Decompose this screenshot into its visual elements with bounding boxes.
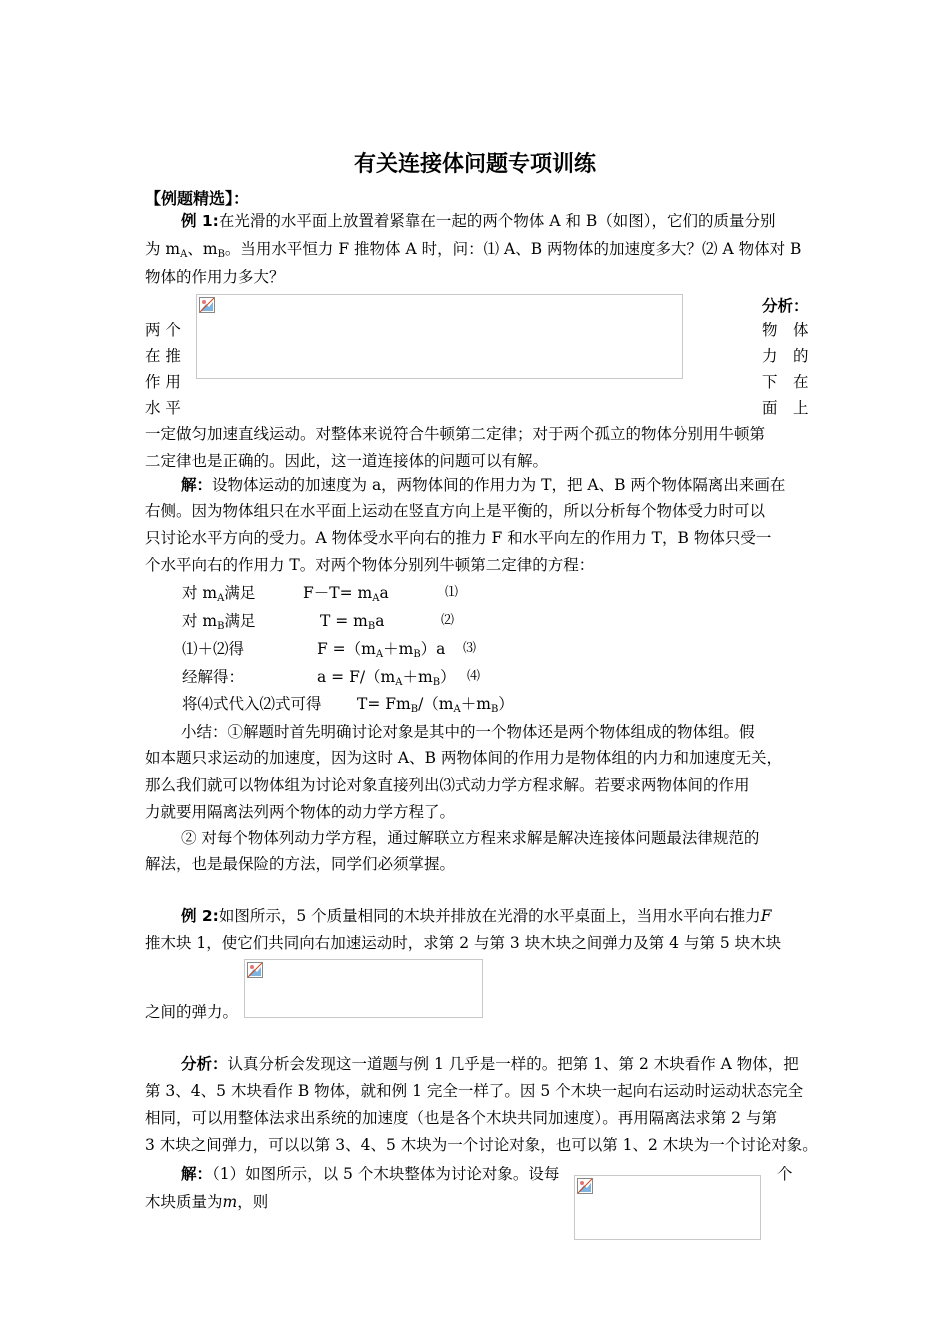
analysis1-left-1: 两 个 <box>145 321 181 339</box>
equation-4-label: 经解得： <box>182 668 245 686</box>
solution1-line-4: 个水平向右的作用力 T。对两个物体分别列牛顿第二定律的方程： <box>145 556 595 574</box>
analysis1-line-2: 二定律也是正确的。因此，这一道连接体的问题可以有解。 <box>145 452 549 470</box>
equation-5: $T= Fm_B/(m_A+m_B)$ <box>357 695 514 715</box>
ex2-line-1: 例 2:如图所示，5 个质量相同的木块并排放在光滑的水平桌面上，当用水平向右推力F <box>181 907 772 925</box>
solution2-label: 解： <box>181 1165 213 1183</box>
solution2-line-2: 木块质量为m，则 <box>145 1193 269 1211</box>
ex1-line-2: 为 $m_A$、$m_B$。当用水平恒力 F 推物体 A 时，问：⑴ A、B 两物体的加速度多大？⑵ A 物体对 B <box>145 240 802 260</box>
ex1-line-1: 例 1:在光滑的水平面上放置着紧靠在一起的两个物体 A 和 B（如图），它们的质量分别 <box>181 212 776 230</box>
ex1-line-3: 物体的作用力多大？ <box>145 268 285 286</box>
section-heading: 【例题精选】： <box>145 189 250 208</box>
summary-line-6: 解法，也是最保险的方法，同学们必须掌握。 <box>145 855 456 873</box>
summary-line-4: 力就要用隔离法列两个物体的动力学方程了。 <box>145 803 456 821</box>
analysis1-label: 分析： <box>762 297 809 315</box>
summary-line-1: 小结：①解题时首先明确讨论对象是其中的一个物体还是两个物体组成的物体组。假 <box>181 723 755 741</box>
analysis2-line-4: 3 木块之间弹力，可以以第 3、4、5 木块为一个讨论对象，也可以第 1、2 木块为一个讨论对象。 <box>145 1136 818 1154</box>
analysis2-line-3: 相同，可以用整体法求出系统的加速度（也是各个木块共同加速度）。再用隔离法求第 2 与第 <box>145 1109 777 1127</box>
solution1-label: 解： <box>181 476 213 494</box>
ex2-label: 例 2: <box>181 907 219 925</box>
analysis1-right-1: 物 体 <box>762 321 809 339</box>
analysis1-left-2: 在 推 <box>145 347 181 365</box>
summary-line-5: ② 对每个物体列动力学方程，通过解联立方程来求解是解决连接体问题最法律规范的 <box>181 829 760 847</box>
analysis2-label: 分析： <box>181 1055 228 1073</box>
ex2-figure <box>244 959 483 1018</box>
analysis1-right-3: 下 在 <box>762 373 809 391</box>
equation-3: $F =(m_A+m_B)a$ <box>317 640 446 660</box>
solution2-line-1: 解：（1）如图所示，以 5 个木块整体为讨论对象。设每 <box>181 1165 560 1183</box>
analysis1-right-4: 面 上 <box>762 399 809 417</box>
solution1-line-2: 右侧。因为物体组只在水平面上运动在竖直方向上是平衡的，所以分析每个物体受力时可以 <box>145 502 766 520</box>
page-title: 有关连接体问题专项训练 <box>353 152 596 177</box>
solution1-line-3: 只讨论水平方向的受力。A 物体受水平向右的推力 F 和水平向左的作用力 T，B 物体只受一 <box>145 529 772 547</box>
equation-4-number: ⑷ <box>467 669 481 684</box>
broken-image-icon <box>247 962 263 978</box>
analysis1-left-4: 水 平 <box>145 399 181 417</box>
analysis2-line-1: 分析：认真分析会发现这一道题与例 1 几乎是一样的。把第 1、第 2 木块看作 A 物体，把 <box>181 1055 799 1073</box>
equation-3-label: ⑴＋⑵得 <box>182 640 245 658</box>
summary-line-3: 那么我们就可以物体组为讨论对象直接列出⑶式动力学方程求解。若要求两物体间的作用 <box>145 776 750 794</box>
equation-2-label: 对 $m_B$满足 <box>182 612 256 632</box>
summary-line-2: 如本题只求运动的加速度，因为这时 A、B 两物体间的作用力是物体组的内力和加速度无关， <box>145 749 782 767</box>
analysis1-left-3: 作 用 <box>145 373 181 391</box>
broken-image-icon <box>577 1178 593 1194</box>
solution2-figure <box>574 1175 761 1240</box>
analysis2-line-2: 第 3、4、5 木块看作 B 物体，就和例 1 完全一样了。因 5 个木块一起向右运动时运动状态完全 <box>145 1082 804 1100</box>
solution1-line-1: 解：设物体运动的加速度为 a，两物体间的作用力为 T，把 A、B 两个物体隔离出来画在 <box>181 476 786 494</box>
equation-5-label: 将⑷式代入⑵式可得 <box>182 695 322 713</box>
analysis1-right-2: 力 的 <box>762 347 809 365</box>
equation-1: $F-T= m_Aa$ <box>303 584 389 604</box>
equation-4: $a = F/(m_A+m_B)$ <box>317 668 456 688</box>
ex1-label: 例 1: <box>181 212 219 230</box>
ex2-line-3: 之间的弹力。 <box>145 1003 239 1021</box>
ex1-figure <box>196 294 683 379</box>
equation-1-label: 对 $m_A$满足 <box>182 584 256 604</box>
equation-2: $T = m_Ba$ <box>320 612 385 632</box>
broken-image-icon <box>199 297 215 313</box>
analysis1-line-1: 一定做匀加速直线运动。对整体来说符合牛顿第二定律；对于两个孤立的物体分别用牛顿第 <box>145 425 766 443</box>
equation-3-number: ⑶ <box>463 641 477 656</box>
equation-2-number: ⑵ <box>441 613 455 628</box>
solution2-line-1-tail: 个 <box>777 1165 793 1183</box>
equation-1-number: ⑴ <box>445 585 459 600</box>
ex2-line-2: 推木块 1，使它们共同向右加速运动时，求第 2 与第 3 块木块之间弹力及第 4 与第 5 块木块 <box>145 934 782 952</box>
